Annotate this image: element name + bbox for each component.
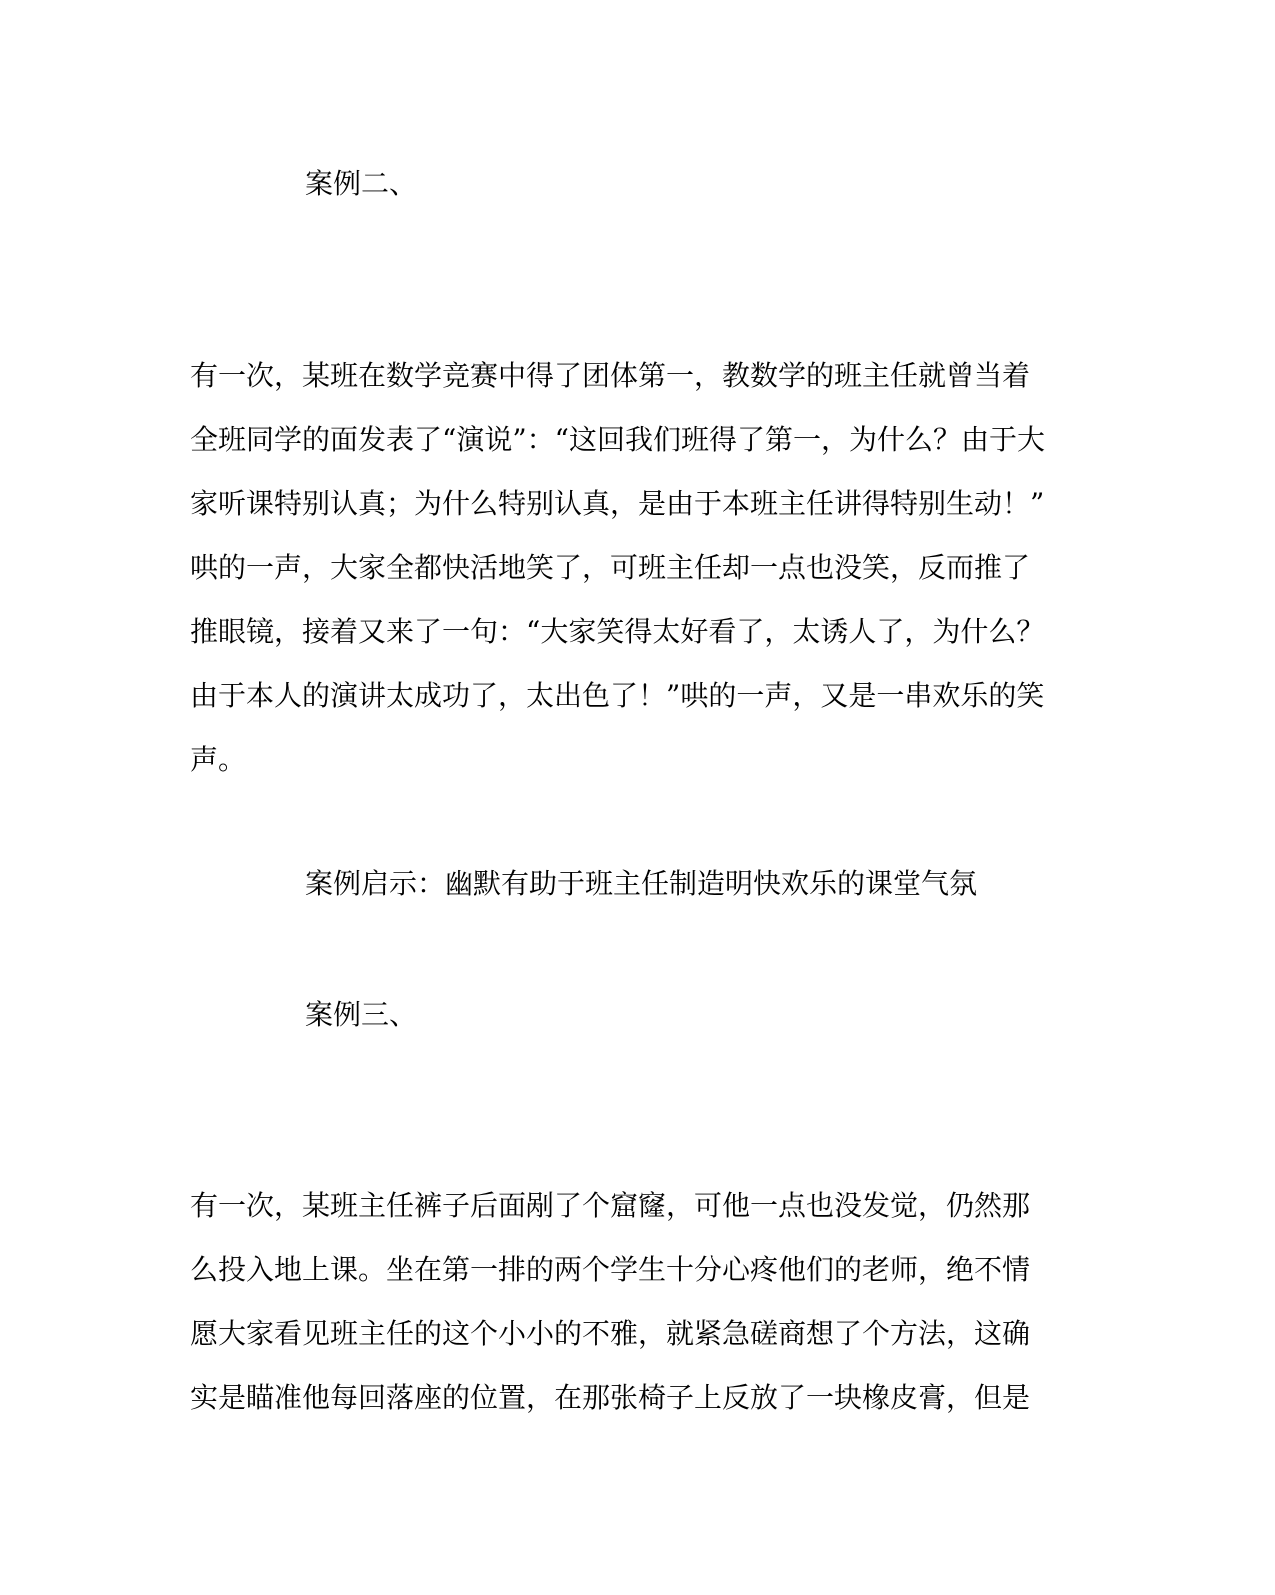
case3-line-1: 有一次，某班主任裤子后面剐了个窟窿，可他一点也没发觉，仍然那 xyxy=(190,1189,1031,1222)
case2-line-3: 家听课特别认真；为什么特别认真，是由于本班主任讲得特别生动！” xyxy=(190,487,1045,520)
case2-paragraph xyxy=(190,344,1070,792)
case2-insight: 案例启示：幽默有助于班主任制造明快欢乐的课堂气氛 xyxy=(305,867,978,900)
case2-line-1: 有一次，某班在数学竞赛中得了团体第一，教数学的班主任就曾当着 xyxy=(190,359,1031,392)
case2-line-2: 全班同学的面发表了“演说”：“这回我们班得了第一，为什么？由于大 xyxy=(190,423,1045,456)
case2-line-6: 由于本人的演讲太成功了，太出色了！”哄的一声，又是一串欢乐的笑 xyxy=(190,679,1045,712)
case3-heading: 案例三、 xyxy=(305,998,418,1031)
case2-line-4: 哄的一声，大家全都快活地笑了，可班主任却一点也没笑，反而推了 xyxy=(190,551,1031,584)
case3-paragraph xyxy=(190,1174,1070,1430)
case3-line-3: 愿大家看见班主任的这个小小的不雅，就紧急磋商想了个方法，这确 xyxy=(190,1317,1031,1350)
case2-heading: 案例二、 xyxy=(305,167,418,200)
case2-line-7: 声。 xyxy=(190,743,247,776)
case3-line-4: 实是瞄准他每回落座的位置，在那张椅子上反放了一块橡皮膏，但是 xyxy=(190,1381,1031,1414)
case2-line-5: 推眼镜，接着又来了一句：“大家笑得太好看了，太诱人了，为什么？ xyxy=(190,615,1045,648)
case3-line-2: 么投入地上课。坐在第一排的两个学生十分心疼他们的老师，绝不情 xyxy=(190,1253,1031,1286)
